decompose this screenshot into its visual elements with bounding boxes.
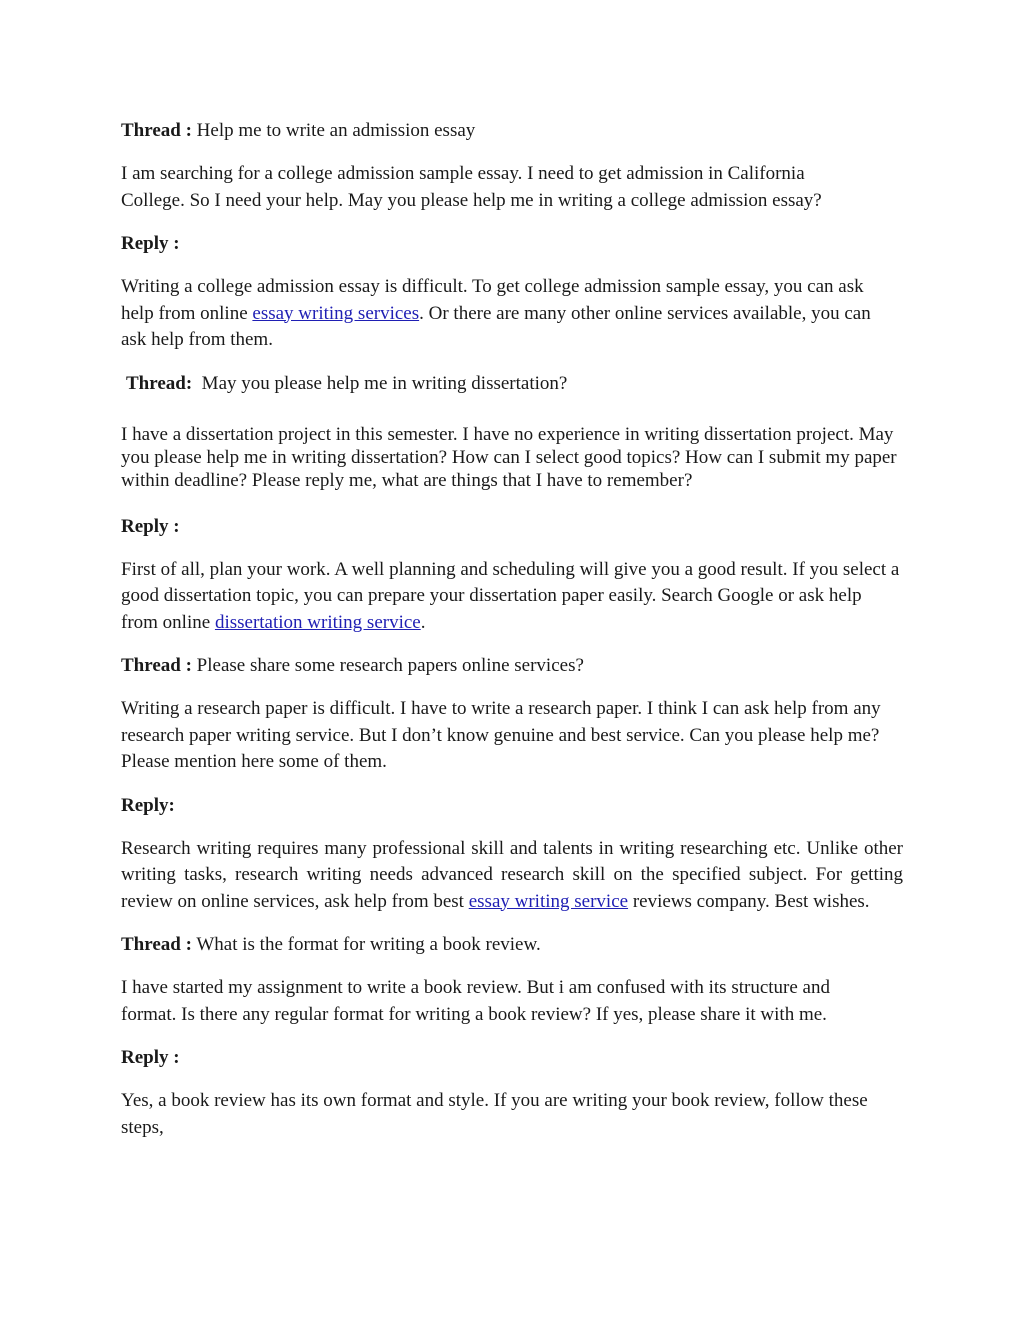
essay-writing-service-link[interactable]: essay writing service: [468, 890, 629, 912]
reply-label: Reply :: [121, 233, 180, 254]
thread-label: Thread:: [126, 372, 193, 394]
thread-label: Thread :: [121, 120, 192, 141]
thread-heading: [121, 118, 903, 144]
reply-text-end: .: [420, 611, 426, 633]
reply-text: [121, 836, 903, 916]
dissertation-writing-service-link[interactable]: dissertation writing service: [214, 611, 421, 633]
reply-label: Reply:: [121, 794, 175, 816]
thread-label: Thread :: [121, 934, 192, 955]
thread-question: Writing a research paper is difficult. I have to write a research paper. I think I can ask help from any research paper writing service. But I don’t know genuine and best service. Can you please help me? Please mention here some of them.: [121, 698, 881, 772]
thread-title: May you please help me in writing dissertation?: [201, 372, 568, 394]
reply-text: [121, 274, 886, 354]
thread-heading: [121, 653, 903, 679]
thread-question: I have started my assignment to write a book review. But i am confused with its structure and format. Is there any regular format for writing a book review? If yes, please share it with me.: [121, 977, 830, 1025]
thread-question: I have a dissertation project in this semester. I have no experience in writing dissertation project. May you please help me in writing dissertation? How can I select good topics? How can I submit my paper within deadline? Please reply me, what are things that I have to remember?: [121, 423, 897, 491]
thread-title: Help me to write an admission essay: [196, 120, 476, 141]
essay-writing-services-link[interactable]: essay writing services: [252, 302, 420, 324]
thread-heading: [121, 371, 903, 397]
reply-text-end: . Or there are many other online services available, you can ask help from them.: [121, 302, 871, 350]
thread-title: What is the format for writing a book review.: [196, 934, 541, 955]
reply-text-start: Research writing requires many professional skill and talents in writing researching etc. Unlike other writing tasks, research writing needs advanced research skill on the specified subject. For getting review on online services, ask help from best: [121, 837, 903, 912]
reply-text-end: reviews company. Best wishes.: [628, 890, 870, 912]
thread-question: I am searching for a college admission sample essay. I need to get admission in California College. So I need your help. May you please help me in writing a college admission essay?: [121, 163, 822, 211]
reply-text-start: First of all, plan your work. A well planning and scheduling will give you a good result. If you select a good dissertation topic, you can prepare your dissertation paper easily. Search Google or ask help from online: [121, 558, 900, 633]
reply-label: Reply :: [121, 1047, 180, 1068]
thread-title: Please share some research papers online services?: [196, 655, 584, 676]
reply-label: Reply :: [121, 515, 180, 537]
reply-text: Yes, a book review has its own format and style. If you are writing your book review, follow these steps,: [121, 1090, 868, 1138]
thread-heading: [121, 932, 903, 958]
reply-text: [121, 557, 903, 637]
thread-label: Thread :: [121, 655, 192, 676]
reply-text-start: Writing a college admission essay is difficult. To get college admission sample essay, you can ask help from online: [121, 276, 864, 324]
document-page: [121, 118, 903, 1141]
